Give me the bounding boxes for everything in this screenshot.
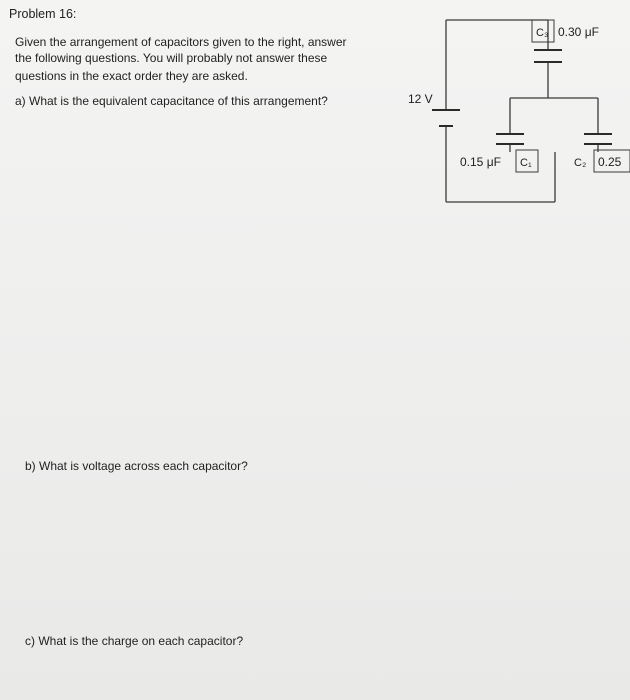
battery-voltage-label: 12 V — [408, 92, 433, 106]
intro-line-3: questions in the exact order they are asked. — [15, 69, 248, 83]
intro-line-1: Given the arrangement of capacitors given to the right, answer — [15, 35, 347, 49]
capacitor-c2-symbol — [584, 134, 612, 144]
capacitor-c3-symbol — [534, 50, 562, 62]
c3-name-label: C₃ — [536, 27, 549, 39]
c3-value-label: 0.30 μF — [558, 25, 599, 39]
question-a: a) What is the equivalent capacitance of this arrangement? — [15, 94, 328, 108]
capacitor-c1-symbol — [496, 134, 524, 144]
c1-name-label: C₁ — [520, 157, 532, 169]
capacitor-circuit-diagram — [400, 10, 630, 210]
intro-line-2: the following questions. You will probably not answer these — [15, 51, 328, 65]
c2-value-label: 0.25 — [598, 155, 622, 169]
c2-name-label: C₂ — [574, 157, 587, 169]
c1-value-label: 0.15 μF — [460, 155, 501, 169]
battery-symbol — [432, 110, 460, 126]
problem-title: Problem 16: — [9, 7, 77, 21]
question-b: b) What is voltage across each capacitor? — [25, 459, 248, 473]
circuit-wires — [446, 20, 598, 202]
question-c: c) What is the charge on each capacitor? — [25, 634, 244, 648]
